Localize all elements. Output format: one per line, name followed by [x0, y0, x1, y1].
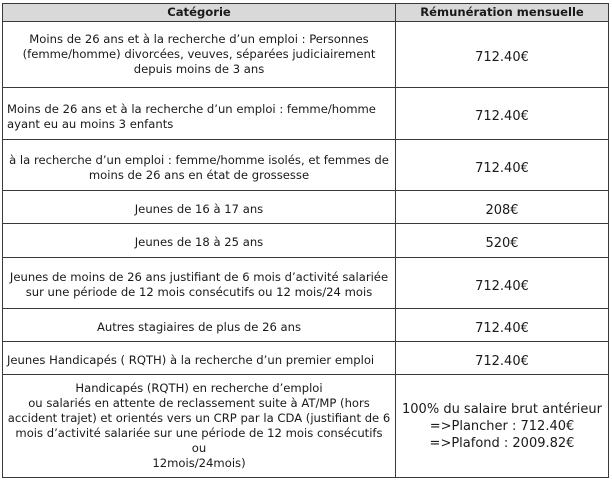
amount-line: =>Plancher : 712.40€: [429, 418, 575, 434]
table-row: [3, 309, 609, 342]
category-line: moins de 26 ans en état de grossesse: [88, 168, 310, 182]
category-line: Jeunes de 16 à 17 ans: [134, 201, 264, 216]
amount-cell: [396, 375, 609, 478]
table-row: [3, 342, 609, 375]
table-row: [3, 258, 609, 309]
category-line: Jeunes Handicapés ( RQTH) à la recherche d’un premier emploi: [7, 352, 375, 367]
header-category: Catégorie: [3, 4, 396, 22]
amount-cell: [396, 22, 609, 88]
table-row: [3, 191, 609, 224]
category-line: accident trajet) et orientés vers un CRP par la CDA (justifiant de 6: [7, 411, 391, 425]
amount-cell: [396, 191, 609, 224]
category-line: ou salariés en attente de reclassement suite à AT/MP (hors: [28, 396, 370, 410]
amount-line: =>Plafond : 2009.82€: [429, 435, 575, 451]
amount-cell: [396, 140, 609, 191]
category-line: depuis moins de 3 ans: [133, 62, 265, 76]
category-cell: [3, 224, 396, 258]
amount-value: 712.40€: [475, 50, 529, 65]
amount-cell: [396, 88, 609, 140]
amount-cell: [396, 224, 609, 258]
category-cell: [3, 88, 396, 140]
amount-line: 100% du salaire brut antérieur: [402, 401, 602, 417]
amount-value: 712.40€: [475, 109, 529, 124]
table-row: [3, 88, 609, 140]
category-line: à la recherche d’un emploi : femme/homme isolés, et femmes de: [9, 153, 389, 167]
amount-cell: [396, 342, 609, 375]
table-row: [3, 140, 609, 191]
category-cell: [3, 140, 396, 191]
amount-value: 712.40€: [475, 278, 529, 294]
category-cell: [3, 22, 396, 88]
category-cell: [3, 191, 396, 224]
category-line: 12mois/24mois): [152, 456, 246, 470]
amount-value: 208€: [485, 202, 519, 218]
table-row: [3, 375, 609, 478]
amount-cell: [396, 309, 609, 342]
category-line: Handicapés (RQTH) en recherche d’emploi: [75, 381, 323, 395]
category-cell: [3, 375, 396, 478]
category-line: Jeunes de moins de 26 ans justifiant de 6 mois d’activité salariée: [9, 269, 389, 284]
category-cell: [3, 342, 396, 375]
header-remuneration: Rémunération mensuelle: [396, 4, 609, 22]
amount-cell: [396, 258, 609, 309]
category-line: (femme/homme) divorcées, veuves, séparées judiciairement: [22, 47, 376, 61]
amount-value: 712.40€: [475, 320, 529, 336]
table-row: [3, 22, 609, 88]
category-line: Moins de 26 ans et à la recherche d’un emploi : femme/homme: [7, 101, 376, 116]
category-line: sur une période de 12 mois consécutifs ou 12 mois/24 mois: [25, 284, 373, 299]
amount-value: 712.40€: [475, 353, 529, 369]
category-line: ayant eu au moins 3 enfants: [7, 116, 174, 131]
category-line: Jeunes de 18 à 25 ans: [134, 235, 264, 249]
amount-value: 712.40€: [475, 160, 529, 176]
category-line: Moins de 26 ans et à la recherche d’un emploi : Personnes: [29, 32, 369, 46]
amount-value: 520€: [485, 236, 519, 251]
category-line: mois d’activité salariée sur une période de 12 mois consécutifs ou: [15, 426, 383, 455]
header-row: [3, 4, 609, 22]
remuneration-table: [2, 3, 609, 478]
category-cell: [3, 258, 396, 309]
category-cell: [3, 309, 396, 342]
table-row: [3, 224, 609, 258]
category-line: Autres stagiaires de plus de 26 ans: [96, 319, 302, 334]
